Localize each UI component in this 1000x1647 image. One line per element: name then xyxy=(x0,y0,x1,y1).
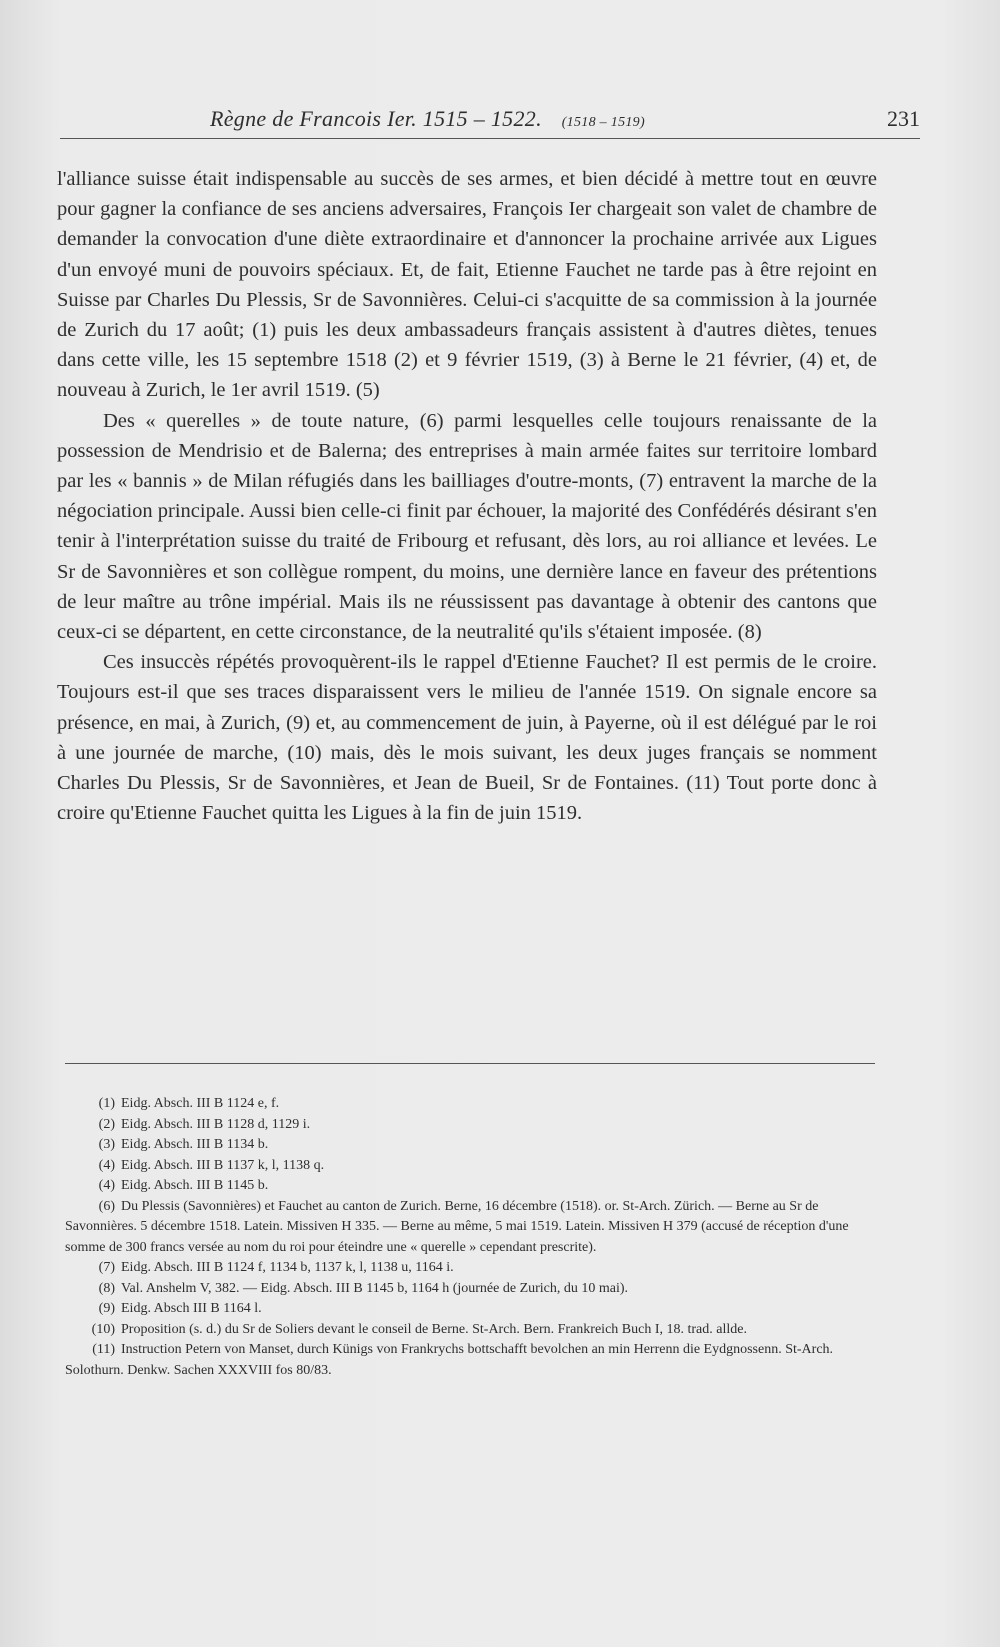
footnote-text: Eidg. Absch III B 1164 l. xyxy=(121,1301,262,1316)
footnote xyxy=(65,1115,875,1136)
footnote-number: (8) xyxy=(98,1280,115,1296)
footnote xyxy=(65,1258,875,1279)
footnote-text: Val. Anshelm V, 382. — Eidg. Absch. III B 1145 b, 1164 h (journée de Zurich, du 10 mai). xyxy=(121,1280,629,1296)
footnote xyxy=(65,1197,875,1259)
footnote xyxy=(65,1156,875,1177)
footnote-number: (6) xyxy=(98,1198,115,1214)
footnote xyxy=(65,1340,875,1381)
footnote xyxy=(65,1279,875,1300)
footnote-text: Eidg. Absch. III B 1124 e, f. xyxy=(121,1096,280,1111)
footnote-number: (4) xyxy=(98,1157,115,1173)
paragraph: Ces insuccès répétés provoquèrent-ils le rappel d'Etienne Fauchet? Il est permis de le croire. Toujours est-il que ses traces disparaissent vers le milieu de l'année 1519. On signale encore sa présence, en mai, à Zurich, (9) et, au commencement de juin, à Payerne, où il est délégué par le roi à une journée de marche, (10) mais, dès le mois suivant, les deux juges français se nomment Charles Du Plessis, Sr de Savonnières, et Jean de Bueil, Sr de Fontaines. (11) Tout porte donc à croire qu'Etienne Fauchet quitta les Ligues à la fin de juin 1519. xyxy=(57,651,877,825)
main-text xyxy=(57,164,877,828)
footnote-number: (1) xyxy=(98,1096,115,1111)
running-title-text: Règne de Francois Ier. 1515 – 1522. xyxy=(210,106,542,131)
paragraph: l'alliance suisse était indispensable au succès de ses armes, et bien décidé à mettre tout en œuvre pour gagner la confiance de ses anciens adversaires, François Ier chargeait son valet de chambre de demander la convocation d'une diète extraordinaire et d'annoncer la prochaine arrivée aux Ligues d'un envoyé muni de pouvoirs spéciaux. Et, de fait, Etienne Fauchet ne tarde pas à être rejoint en Suisse par Charles Du Plessis, Sr de Savonnières. Celui-ci s'acquitte de sa commission à la journée de Zurich du 17 août; (1) puis les deux ambassadeurs français assistent à d'autres diètes, tenues dans cette ville, les 15 septembre 1518 (2) et 9 février 1519, (3) à Berne le 21 février, (4) et, de nouveau à Zurich, le 1er avril 1519. (5) xyxy=(57,168,877,402)
footnote-number: (2) xyxy=(98,1116,115,1132)
running-title xyxy=(210,106,645,132)
footnote-text: Proposition (s. d.) du Sr de Soliers devant le conseil de Berne. St-Arch. Bern. Frankreich Buch I, 18. trad. allde. xyxy=(121,1321,747,1337)
footnote-number: (3) xyxy=(98,1137,115,1152)
footnote-number: (11) xyxy=(92,1342,115,1357)
footnote xyxy=(65,1176,875,1197)
running-dates: (1518 – 1519) xyxy=(561,115,645,130)
footnote-text: Eidg. Absch. III B 1145 b. xyxy=(121,1178,269,1193)
footnote xyxy=(65,1320,875,1341)
paragraph: Des « querelles » de toute nature, (6) parmi lesquelles celle toujours renaissante de la possession de Mendrisio et de Balerna; des entreprises à main armée faites sur territoire lombard par les « bannis » de Milan réfugiés dans les bailliages d'outre-monts, (7) entravent la marche de la négociation principale. Aussi bien celle-ci finit par échouer, la majorité des Confédérés désirant s'en tenir à l'interprétation suisse du traité de Fribourg et refusant, dès lors, au roi alliance et levées. Le Sr de Savonnières et son collègue rompent, du moins, une dernière lance en faveur des prétentions de leur maître au trône impérial. Mais ils ne réussissent pas davantage à obtenir des cantons que ceux-ci se départent, en cette circonstance, de la neutralité qu'ils s'étaient imposée. (8) xyxy=(57,409,877,644)
footnote-text: Eidg. Absch. III B 1134 b. xyxy=(121,1137,269,1152)
footnote-text: Instruction Petern von Manset, durch Künigs von Frankrychs bottschafft bevolchen an min Herrenn die Eydgnossenn. St-Arch. Solothurn. Denkw. Sachen XXXVIII fos 80/83. xyxy=(65,1342,834,1378)
footnote xyxy=(65,1299,875,1320)
footnote-number: (4) xyxy=(98,1178,115,1193)
footnote-text: Eidg. Absch. III B 1124 f, 1134 b, 1137 k, l, 1138 u, 1164 i. xyxy=(121,1260,454,1275)
footnote-number: (7) xyxy=(98,1260,115,1275)
footnotes xyxy=(65,1094,875,1381)
page-number: 231 xyxy=(887,106,920,131)
footnote-number: (9) xyxy=(98,1301,115,1316)
footnote xyxy=(65,1094,875,1115)
footnote-rule xyxy=(65,1063,875,1064)
footnote-text: Eidg. Absch. III B 1137 k, l, 1138 q. xyxy=(121,1157,325,1173)
footnote-number: (10) xyxy=(91,1321,115,1337)
running-header xyxy=(60,100,920,140)
header-rule xyxy=(60,138,920,139)
footnote xyxy=(65,1135,875,1156)
footnote-text: Du Plessis (Savonnières) et Fauchet au canton de Zurich. Berne, 16 décembre (1518). or. St-Arch. Zürich. — Berne au Sr de Savonnières. 5 décembre 1518. Latein. Missiven H 335. — Berne au même, 5 mai 1519. Latein. Missiven H 379 (accusé de réception d'une somme de 300 francs versée au nom du roi pour éteindre une « querelle » cependant prescrite). xyxy=(65,1198,849,1255)
footnote-text: Eidg. Absch. III B 1128 d, 1129 i. xyxy=(121,1116,311,1132)
